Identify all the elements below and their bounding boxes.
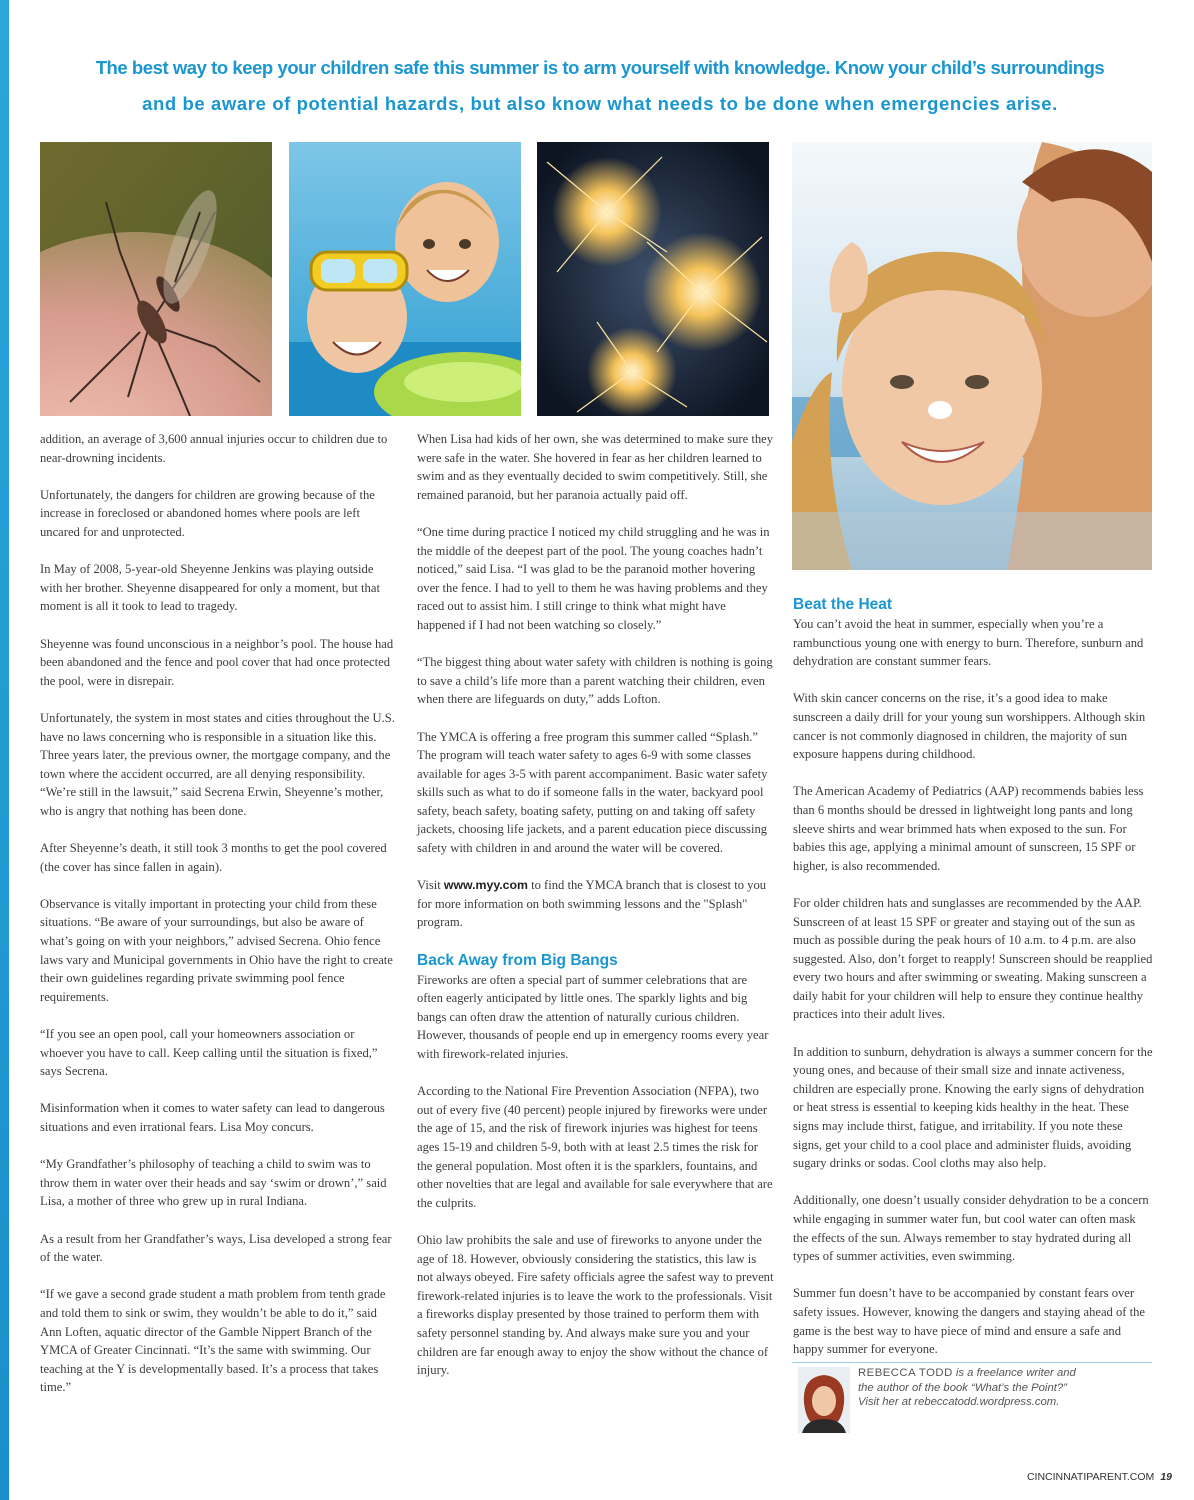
sunscreen-photo [792, 142, 1152, 570]
paragraph: Summer fun doesn’t have to be accompanied by constant fears over safety issues. However, knowing the dangers and staying ahead of the game is the best way to have piece of mind and ensure a safe and happy summer for everyone. [793, 1286, 1146, 1357]
bio-line-1: is a freelance writer and [952, 1367, 1076, 1379]
paragraph: “My Grandfather’s philosophy of teaching a child to swim was to throw them in water over their heads and say ‘swim or drown’,” said Lisa, a mother of three who grew up in rural Indiana. [40, 1157, 387, 1209]
paragraph: According to the National Fire Prevention Association (NFPA), two out of every five (40 percent) people injured by fireworks were under the age of 15, and the risk of firework injuries was highest for teens ages 15-19 and children 5-9, both with at least 2.5 times the risk for the general population. Most often it is the sparklers, fountains, and other novelties that are legal and available for sale everywhere that are the culprits. [417, 1084, 773, 1210]
headline [30, 50, 1170, 122]
paragraph: For older children hats and sunglasses are recommended by the AAP. Sunscreen of at least 15 SPF or greater and staying out of the sun as much as possible during the peak hours of 10 a.m. to 4 p.m. are also suggested. Also, don’t forget to reapply! Sunscreen should be reapplied every two hours and after swimming or sweating. Making sunscreen a daily habit for your children will help to ensure they continue healthy practices into their adult lives. [793, 895, 1153, 1022]
paragraph: You can’t avoid the heat in summer, especially when you’re a rambunctious young one with energy to burn. Therefore, sunburn and dehydration are constant summer fears. [793, 617, 1144, 669]
paragraph: After Sheyenne’s death, it still took 3 months to get the pool covered (the cover has since fallen in again). [40, 841, 387, 874]
author-bio-text [858, 1366, 1148, 1410]
paragraph: Observance is vitally important in protecting your child from these situations. “Be aware of your surroundings, but also be aware of what’s going on with your neighbors,” advised Secrena. Ohio fence laws vary and Municipal governments in Ohio have the right to create their own guidelines regarding private swimming pool fence requirements. [40, 896, 393, 1004]
paragraph: “One time during practice I noticed my child struggling and he was in the middle of the deepest part of the pool. The young coaches hadn’t noticed,” said Lisa. “I was glad to be the paranoid mother hovering over the fence. I had to yell to them he was having problems and they raced out to assist him. I still cringe to think what might have happened if I had not been watching so closely.” [417, 524, 770, 632]
paragraph: The YMCA is offering a free program this summer called “Splash.” The program will teach water safety to ages 6-9 with some classes available for ages 3-5 with parent accompaniment. Basic water safety skills such as what to do if someone falls in the water, backyard pool safety, beach safety, boating safety, putting on and taking off safety jackets, choosing life jackets, and a parent education piece discussing safety with children in and around the water will be covered. [417, 729, 768, 856]
sparklers-photo [537, 142, 769, 416]
ymca-text: to find the YMCA branch that is closest to you for more information on both swimming lessons and the "Splash" program. [417, 878, 767, 930]
paragraph: With skin cancer concerns on the rise, it’s a good idea to make sunscreen a daily drill for your young sun worshippers. Although skin cancer is not commonly diagnosed in children, the majority of sun exposure happens during childhood. [793, 691, 1146, 762]
paragraph: Ohio law prohibits the sale and use of fireworks to anyone under the age of 18. However, obviously considering the statistics, this law is not always obeyed. Fire safety officials agree the safest way to prevent firework-related injuries is to leave the work to the professionals. Visit a fireworks display presented by those trained to perform them with safety personnel standing by. And always make sure you and your children are far enough away to enjoy the show without the chance of injury. [417, 1232, 774, 1378]
author-bio [792, 1362, 1152, 1441]
paragraph: “If we gave a second grade student a math problem from tenth grade and told them to sink or swim, they wouldn’t be able to do it,” said Ann Loften, aquatic director of the Gamble Nippert Branch of the YMCA of Greater Cincinnati. “It’s the same with swimming. Our teaching at the Y is developmentally based. It’s a process that takes time.” [40, 1287, 386, 1395]
paragraph: Fireworks are often a special part of summer celebrations that are often eagerly anticipated by little ones. The sparkly lights and big bangs can often draw the attention of naturally curious children. However, thousands of people end up in emergency rooms every year with firework-related injuries. [417, 972, 769, 1061]
paragraph: When Lisa had kids of her own, she was determined to make sure they were safe in the water. She hovered in fear as her children learned to swim and as they eventually decided to swim competitively. Still, she remained paranoid, but her paranoia actually paid off. [417, 432, 774, 502]
article-column-2 [417, 430, 774, 1398]
paragraph: Additionally, one doesn’t usually consider dehydration to be a concern while engaging in summer water fun, but cool water can often mask the effects of the sun. Always remember to stay hydrated during all types of summer activities, even swimming. [793, 1193, 1149, 1264]
ymca-link[interactable]: www.myy.com [443, 878, 528, 893]
paragraph: “If you see an open pool, call your homeowners association or whoever you have to call. Keep calling until the situation is fixed,” says Secrena. [40, 1027, 378, 1079]
article-column-3 [793, 595, 1153, 1377]
paragraph: “The biggest thing about water safety with children is nothing is going to save a child’s life more than a parent watching their children, even when there are lifeguards on duty,” adds Lofton. [417, 655, 773, 707]
mosquito-photo [40, 142, 272, 416]
headline-line-1: The best way to keep your children safe this summer is to arm yourself with knowledge. Know your child’s surroundings [95, 57, 1105, 78]
author-name: REBECCA TODD [858, 1367, 953, 1379]
paragraph: In May of 2008, 5-year-old Sheyenne Jenkins was playing outside with her brother. Sheyenne disappeared for only a moment, but that moment is all it took to lead to tragedy. [40, 562, 380, 614]
paragraph: addition, an average of 3,600 annual injuries occur to children due to near-drowning incidents. [40, 432, 388, 465]
paragraph: In addition to sunburn, dehydration is always a summer concern for the young ones, and because of their small size and innate activeness, children are especially prone. Knowing the early signs of dehydration or heat stress is essential to keeping kids healthy in the heat. These signs may include thirst, fatigue, and irritability. If you note these signs, get your child to a cool place and administer fluids, avoiding sugary drinks or sodas. Cool cloths may also help. [793, 1044, 1153, 1171]
paragraph: Sheyenne was found unconscious in a neighbor’s pool. The house had been abandoned and the fence and pool cover that had once protected the pool, were in disrepair. [40, 636, 394, 688]
paragraph: Unfortunately, the dangers for children are growing because of the increase in foreclosed or abandoned homes where pools are left uncared for and unprotected. [40, 487, 375, 539]
section-heading-fireworks: Back Away from Big Bangs [417, 951, 618, 969]
bio-line-3: Visit her at rebeccatodd.wordpress.com. [858, 1396, 1060, 1409]
left-accent-bar [0, 0, 9, 1500]
footer-site: CINCINNATIPARENT.COM [1026, 1471, 1155, 1483]
kids-swimming-photo [289, 142, 521, 416]
ymca-paragraph [417, 876, 774, 932]
paragraph: Misinformation when it comes to water safety can lead to dangerous situations and even irrational fears. Lisa Moy concurs. [40, 1101, 385, 1134]
paragraph: Unfortunately, the system in most states and cities throughout the U.S. have no laws concerning who is responsible in a situation like this. Three years later, the previous owner, the mortgage company, and the town where the accident occurred, are all denying responsibility. “We’re still in the lawsuit,” said Secrena Erwin, Sheyenne’s mother, who is angry that nothing has been done. [40, 710, 395, 818]
article-column-1 [40, 430, 397, 1415]
author-photo [798, 1367, 850, 1433]
page-footer [1027, 1471, 1172, 1483]
section-heading-heat: Beat the Heat [793, 596, 893, 613]
paragraph: As a result from her Grandfather’s ways, Lisa developed a strong fear of the water. [40, 1231, 392, 1265]
paragraph: The American Academy of Pediatrics (AAP) recommends babies less than 6 months should be dressed in lightweight long pants and long sleeve shirts and wear brimmed hats when exposed to the sun. For babies this age, applying a minimal amount of sunscreen, 15 SPF or higher, is also recommended. [793, 784, 1144, 873]
page-number: 19 [1160, 1471, 1172, 1483]
headline-line-2: and be aware of potential hazards, but also know what needs to be done when emergencies arise. [142, 93, 1058, 114]
visit-text: Visit [417, 878, 444, 893]
bio-line-2: the author of the book “What’s the Point?” [858, 1381, 1067, 1394]
